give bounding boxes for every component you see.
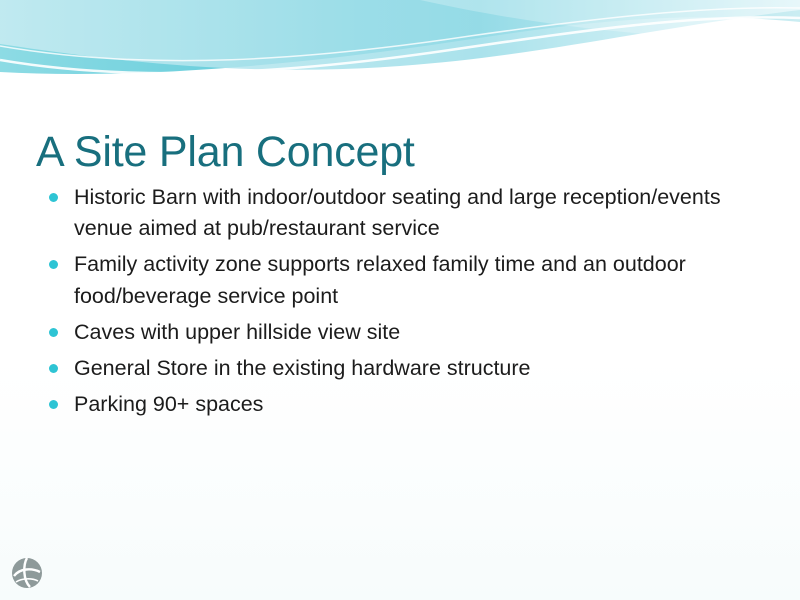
decorative-wave-banner [0,0,800,100]
page-title: A Site Plan Concept [36,127,415,176]
list-item-text: Caves with upper hillside view site [74,319,401,344]
list-item [40,353,756,384]
list-item [40,317,756,348]
list-item [40,249,756,311]
list-item [40,182,756,244]
bullet-dot-icon [49,328,58,337]
list-item [40,389,756,420]
bullet-dot-icon [49,364,58,373]
list-item-text: Family activity zone supports relaxed family time and an outdoor food/beverage service point [74,252,686,308]
circular-swirl-logo-icon [10,556,44,590]
list-item-text: Historic Barn with indoor/outdoor seating and large reception/events venue aimed at pub/restaurant service [74,185,721,241]
bullet-dot-icon [49,400,58,409]
list-item-text: Parking 90+ spaces [74,392,264,417]
bullet-dot-icon [49,193,58,202]
bullet-dot-icon [49,260,58,269]
list-item-text: General Store in the existing hardware structure [74,355,531,380]
bullet-list [40,182,756,425]
